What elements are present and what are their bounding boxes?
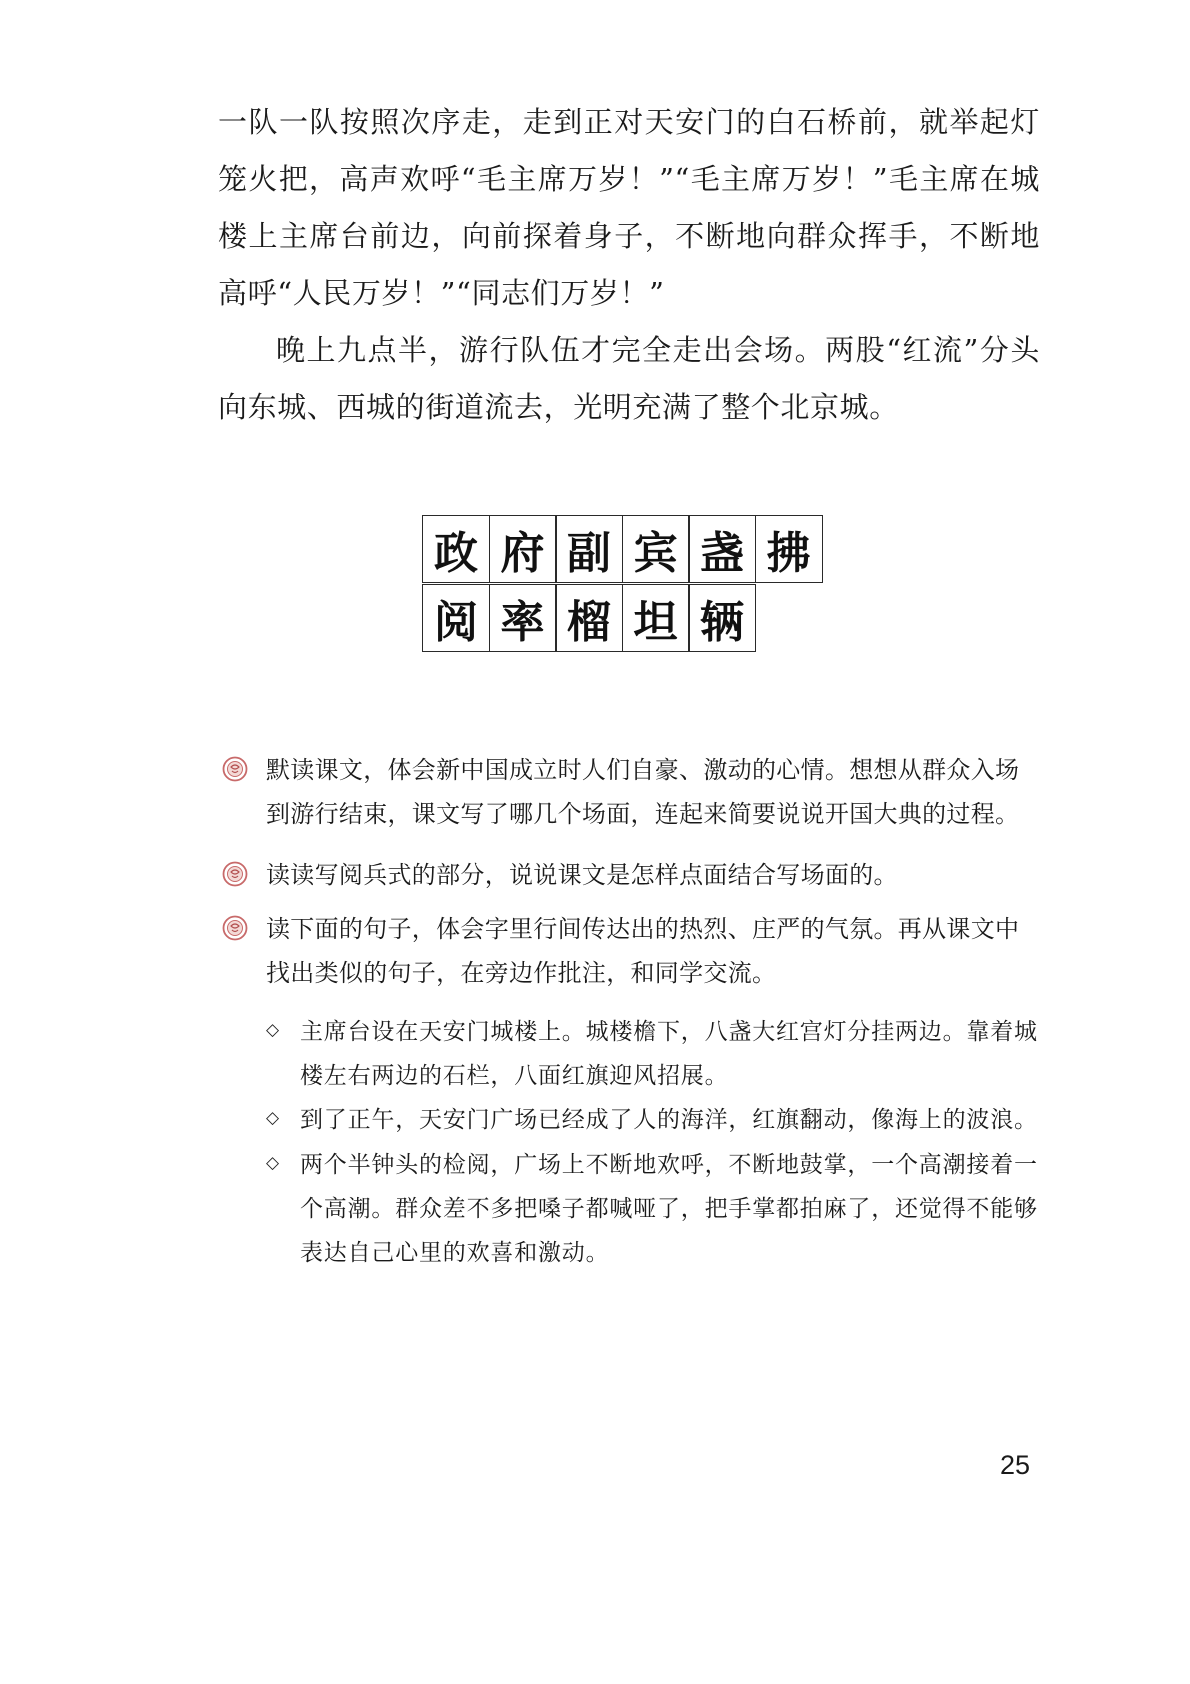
body-paragraph: 一队一队按照次序走，走到正对天安门的白石桥前，就举起灯笼火把，高声欢呼“毛主席万岁！”“毛主席万岁！”毛主席在城楼上主席台前边，向前探着身子，不断地向群众挥手，不断地高呼“人民万岁！”“同志们万岁！”	[218, 105, 1040, 310]
body-paragraph: 晚上九点半，游行队伍才完全走出会场。两股“红流”分头向东城、西城的街道流去，光明充满了整个北京城。	[218, 333, 1040, 424]
character-cell: 率	[489, 584, 557, 652]
character-cell: 阅	[422, 584, 490, 652]
exercise-seal-icon	[222, 915, 248, 941]
character-cell: 盏	[688, 515, 756, 583]
character-cell: 副	[555, 515, 623, 583]
exercise-seal-icon	[222, 756, 248, 782]
character-row	[422, 584, 756, 652]
diamond-bullet-icon: ◇	[266, 1153, 280, 1173]
character-row	[422, 515, 823, 583]
diamond-bullet-icon: ◇	[266, 1020, 280, 1040]
diamond-bullet-icon: ◇	[266, 1108, 280, 1128]
character-cell: 府	[489, 515, 557, 583]
exercise-text: 默读课文，体会新中国成立时人们自豪、激动的心情。想想从群众入场到游行结束，课文写了哪几个场面，连起来简要说说开国大典的过程。	[266, 756, 1020, 828]
example-text: 两个半钟头的检阅，广场上不断地欢呼，不断地鼓掌，一个高潮接着一个高潮。群众差不多把嗓子都喊哑了，把手掌都拍麻了，还觉得不能够表达自己心里的欢喜和激动。	[300, 1152, 1038, 1266]
example-text: 到了正午，天安门广场已经成了人的海洋，红旗翻动，像海上的波浪。	[300, 1107, 1038, 1133]
exercise-text: 读下面的句子，体会字里行间传达出的热烈、庄严的气氛。再从课文中找出类似的句子，在旁边作批注，和同学交流。	[266, 915, 1020, 987]
character-cell: 拂	[755, 515, 823, 583]
character-cell: 宾	[622, 515, 690, 583]
exercise-seal-icon	[222, 861, 248, 887]
exercise-text: 读读写阅兵式的部分，说说课文是怎样点面结合写场面的。	[266, 861, 898, 889]
page-number: 25	[1000, 1450, 1031, 1480]
character-cell: 辆	[688, 584, 756, 652]
character-cell: 榴	[555, 584, 623, 652]
character-cell: 坦	[622, 584, 690, 652]
character-cell: 政	[422, 515, 490, 583]
example-text: 主席台设在天安门城楼上。城楼檐下，八盏大红宫灯分挂两边。靠着城楼左右两边的石栏，八面红旗迎风招展。	[300, 1019, 1038, 1089]
